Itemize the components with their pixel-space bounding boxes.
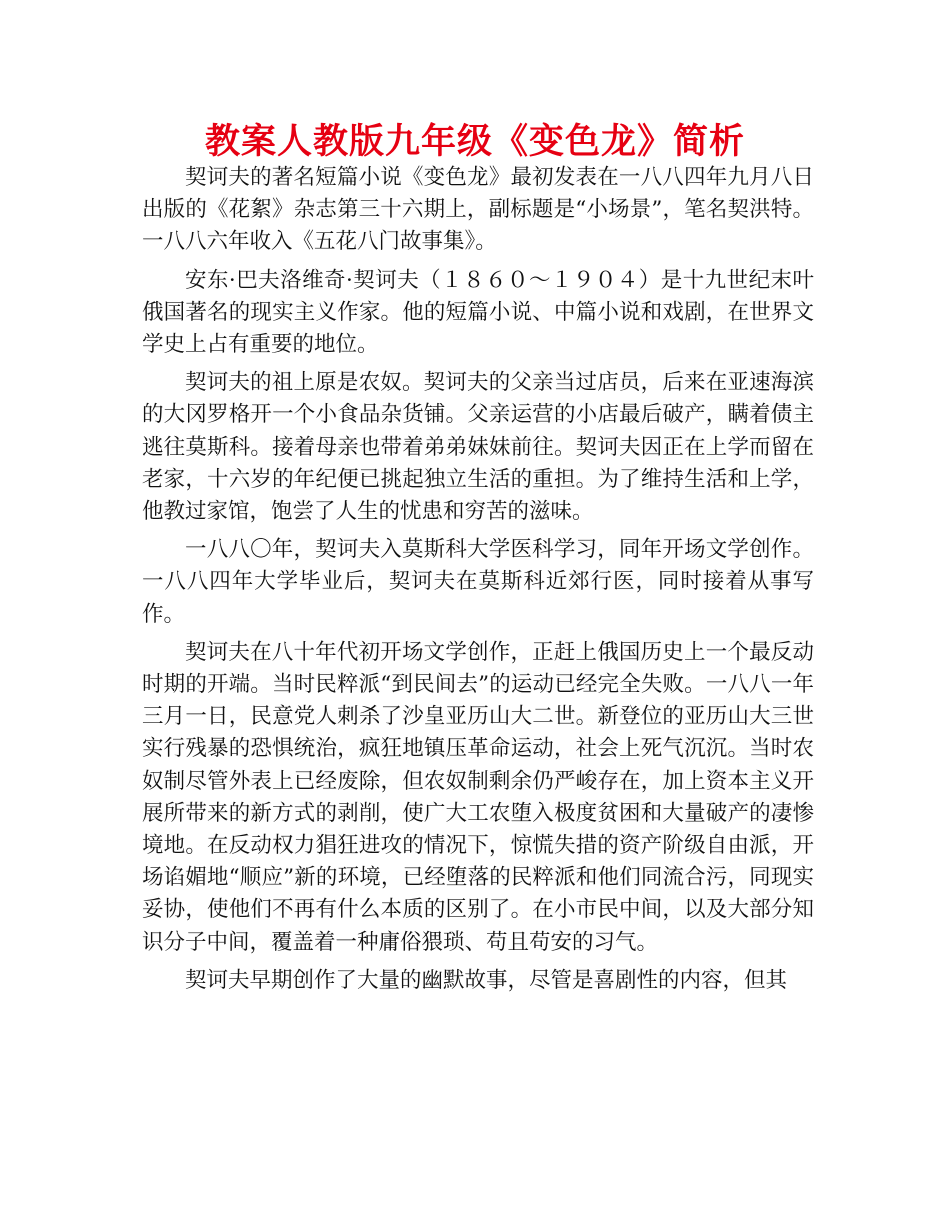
document-body xyxy=(142,162,814,1003)
document-title: 教案人教版九年级《变色龙》简析 xyxy=(204,122,745,162)
paragraph-1: 契诃夫的著名短篇小说《变色龙》最初发表在一八八四年九月八日出版的《花絮》杂志第三十六期上，副标题是“小场景”，笔名契洪特。一八八六年收入《五花八门故事集》。 xyxy=(142,165,814,255)
paragraph-4: 一八八〇年，契诃夫入莫斯科大学医科学习，同年开场文学创作。一八八四年大学毕业后，契诃夫在莫斯科近郊行医，同时接着从事写作。 xyxy=(142,537,814,627)
paragraph-6: 契诃夫早期创作了大量的幽默故事，尽管是喜剧性的内容，但其 xyxy=(185,967,788,993)
paragraph-2: 安东·巴夫洛维奇·契诃夫（１８６０～１９０４）是十九世纪末叶俄国著名的现实主义作家。他的短篇小说、中篇小说和戏剧，在世界文学史上占有重要的地位。 xyxy=(142,267,814,358)
paragraph-3: 契诃夫的祖上原是农奴。契诃夫的父亲当过店员，后来在亚速海滨的大冈罗格开一个小食品杂货铺。父亲运营的小店最后破产，瞒着债主逃往莫斯科。接着母亲也带着弟弟妹妹前往。契诃夫因正在上学而留在老家，十六岁的年纪便已挑起独立生活的重担。为了维持生活和上学，他教过家馆，饱尝了人生的忧患和穷苦的滋味。 xyxy=(142,370,814,525)
paragraph-5: 契诃夫在八十年代初开场文学创作，正赶上俄国历史上一个最反动时期的开端。当时民粹派“到民间去”的运动已经完全失败。一八八一年三月一日，民意党人刺杀了沙皇亚历山大二世。新登位的亚历山大三世实行残暴的恐惧统治，疯狂地镇压革命运动，社会上死气沉沉。当时农奴制尽管外表上已经废除，但农奴制剩余仍严峻存在，加上资本主义开展所带来的新方式的剥削，使广大工农堕入极度贫困和大量破产的凄惨境地。在反动权力猖狂进攻的情况下，惊慌失措的资产阶级自由派，开场谄媚地“顺应”新的环境，已经堕落的民粹派和他们同流合污，同现实妥协，使他们不再有什么本质的区别了。在小市民中间，以及大部分知识分子中间，覆盖着一种庸俗猥琐、苟且苟安的习气。 xyxy=(142,639,814,955)
